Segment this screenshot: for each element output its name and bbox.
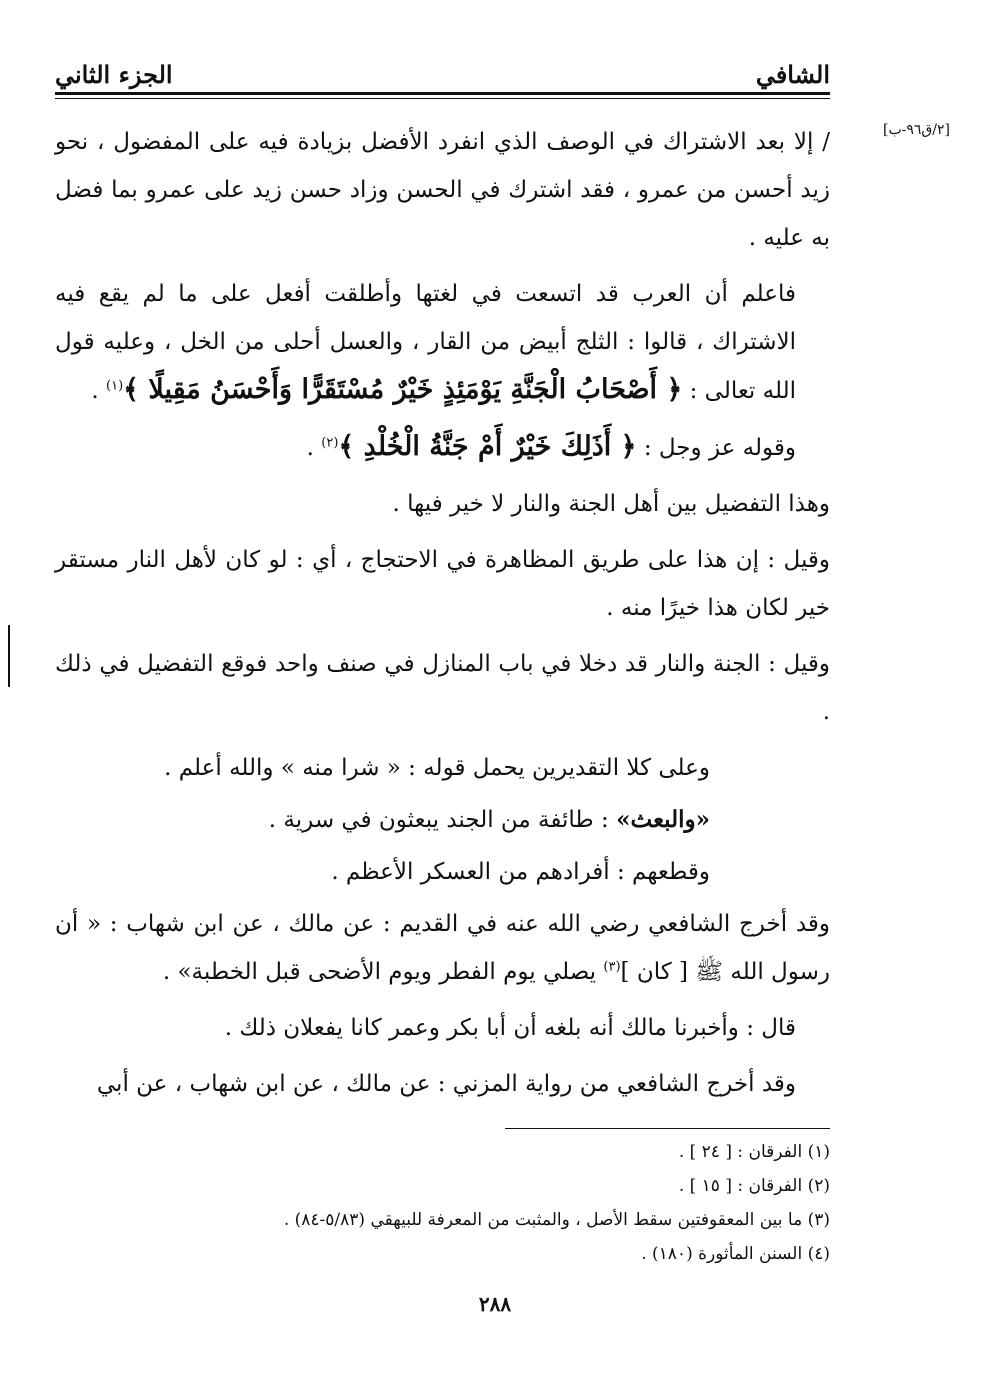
margin-bar bbox=[8, 625, 10, 687]
page-number: ٢٨٨ bbox=[478, 1292, 512, 1316]
paragraph-1: / إلا بعد الاشتراك في الوصف الذي انفرد الأفضل بزيادة فيه على المفضول ، نحو زيد أحسن من عمرو ، فقد اشترك في الحسن وزاد حسن زيد على عمرو بما فضل به عليه . bbox=[55, 129, 830, 251]
paragraph-2-end: . bbox=[91, 378, 107, 404]
paragraph-12: وقد أخرج الشافعي من رواية المزني : عن مالك ، عن ابن شهاب ، عن أبي bbox=[96, 1071, 796, 1097]
paragraph-9: وقطعهم : أفرادهم من العسكر الأعظم . bbox=[331, 859, 710, 885]
footnote-1: (١) الفرقان : [ ٢٤ ] . bbox=[678, 1142, 830, 1162]
footnote-rule bbox=[505, 1128, 830, 1129]
paragraph-3 bbox=[55, 423, 830, 472]
paragraph-8-text: : طائفة من الجند يبعثون في سرية . bbox=[268, 807, 617, 833]
paragraph-8 bbox=[55, 796, 830, 844]
footnote-4: (٤) السنن المأثورة (١٨٠) . bbox=[641, 1244, 830, 1264]
header-rule-thin bbox=[55, 98, 830, 99]
paragraph-10-a: وقد أخرج الشافعي رضي الله عنه في القديم : عن مالك ، عن ابن شهاب : « أن رسول الله ﷺ [ كان ] bbox=[55, 911, 830, 985]
quran-verse-1: ﴿ أَصْحَابُ الْجَنَّةِ يَوْمَئِذٍ خَيْرٌ مُسْتَقَرًّا وَأَحْسَنُ مَقِيلًا ﴾ bbox=[123, 374, 683, 405]
paragraph-3-text: وقوله عز وجل : bbox=[643, 435, 796, 461]
footnote-ref-3: (٣) bbox=[603, 959, 621, 975]
volume-title: الجزء الثاني bbox=[55, 60, 173, 89]
paragraph-7: وعلى كلا التقديرين يحمل قوله : « شرا منه » والله أعلم . bbox=[164, 755, 710, 781]
paragraph-10 bbox=[55, 900, 830, 996]
running-header bbox=[55, 40, 830, 90]
quran-verse-2: ﴿ أَذَلِكَ خَيْرٌ أَمْ جَنَّةُ الْخُلْدِ ﴾ bbox=[338, 431, 637, 462]
paragraph-2-text: فاعلم أن العرب قد اتسعت في لغتها وأطلقت أفعل على ما لم يقع فيه الاشتراك ، قالوا : الثلج أبيض من القار ، والعسل أحلى من الخل ، وعليه قول الله تعالى : bbox=[55, 281, 796, 404]
footnote-3: (٣) ما بين المعقوفتين سقط الأصل ، والمثبت من المعرفة للبيهقي (٥/٨٣-٨٤) . bbox=[283, 1210, 830, 1230]
main-text bbox=[55, 118, 830, 1116]
footnote-ref-2: (٢) bbox=[321, 435, 339, 451]
book-title: الشافي bbox=[755, 60, 830, 89]
paragraph-5: وقيل : إن هذا على طريق المظاهرة في الاحتجاج ، أي : لو كان لأهل النار مستقر خير لكان هذا خيرًا منه . bbox=[55, 547, 830, 621]
manuscript-folio-ref: [٢/ق٩٦-ب] bbox=[882, 122, 950, 138]
footnote-ref-1: (١) bbox=[106, 378, 124, 394]
term-albaath: «والبعث» bbox=[616, 806, 710, 833]
paragraph-2 bbox=[55, 270, 830, 415]
paragraph-10-b: يصلي يوم الفطر ويوم الأضحى قبل الخطبة» . bbox=[162, 959, 604, 985]
paragraph-3-end: . bbox=[306, 435, 322, 461]
paragraph-11: قال : وأخبرنا مالك أنه بلغه أن أبا بكر وعمر كانا يفعلان ذلك . bbox=[224, 1015, 796, 1041]
paragraph-6: وقيل : الجنة والنار قد دخلا في باب المنازل في صنف واحد فوقع التفضيل في ذلك . bbox=[55, 651, 830, 725]
footnotes bbox=[55, 1135, 830, 1271]
footnote-2: (٢) الفرقان : [ ١٥ ] . bbox=[678, 1176, 830, 1196]
header-rule-thick bbox=[55, 92, 830, 95]
paragraph-4: وهذا التفضيل بين أهل الجنة والنار لا خير فيها . bbox=[392, 491, 830, 517]
